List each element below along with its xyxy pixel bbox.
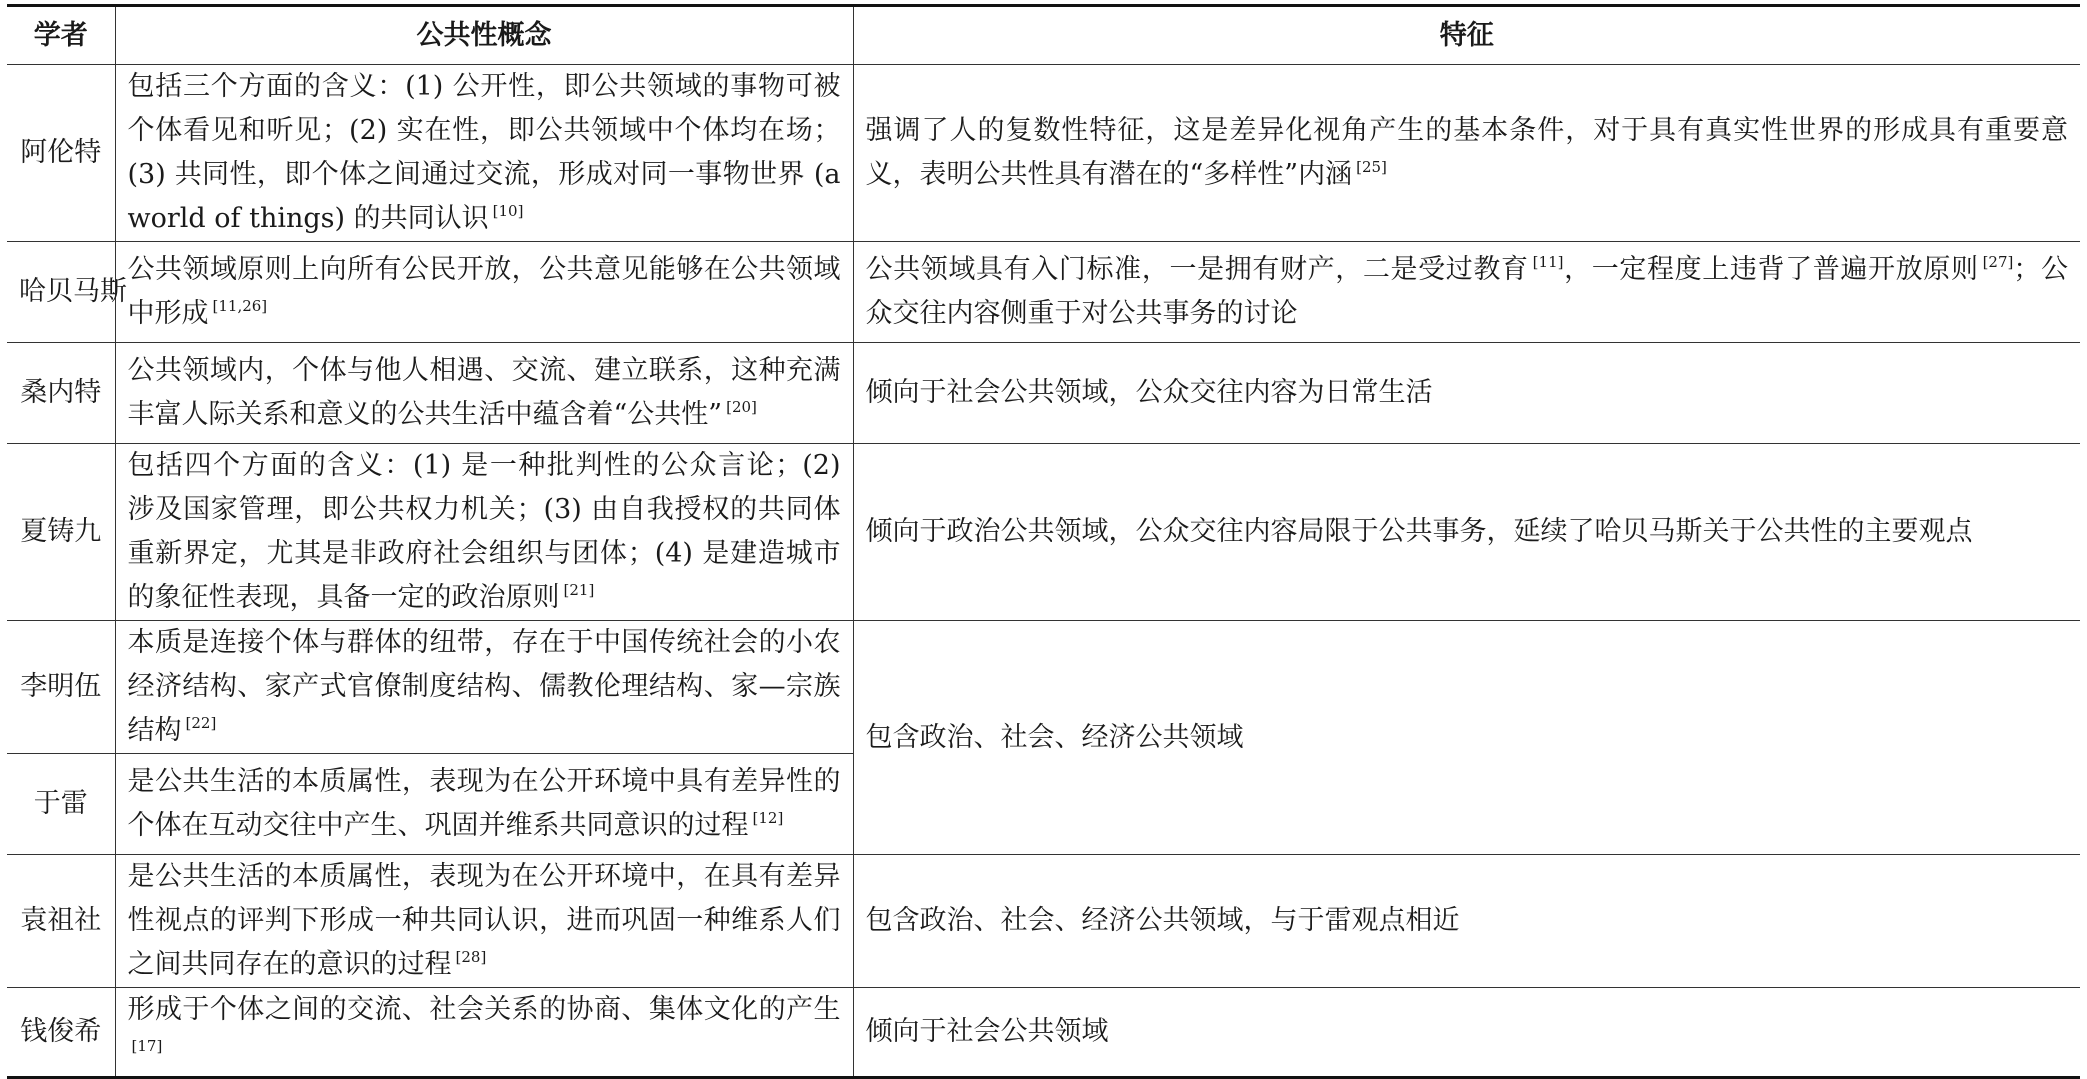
- concept-text: 公共领域内，个体与他人相遇、交流、建立联系，这种充满丰富人际关系和意义的公共生活中蕴含着“公共性”: [127, 355, 841, 430]
- concept-text: 形成于个体之间的交流、社会关系的协商、集体文化的产生: [127, 994, 841, 1025]
- scholar-cell: 袁祖社: [7, 855, 115, 988]
- concept-text: 包括四个方面的含义：(1) 是一种批判性的公众言论；(2) 涉及国家管理，即公共权力机关；(3) 由自我授权的共同体重新界定，尤其是非政府社会组织与团体；(4) 是建造城市的象征性表现，具备一定的政治原则: [127, 450, 841, 613]
- table-row: [7, 65, 2080, 242]
- citation-ref: [25]: [1356, 158, 1387, 176]
- citation-ref: [11]: [1532, 253, 1564, 271]
- citation-ref: [22]: [185, 714, 217, 732]
- table-row: [7, 621, 2080, 754]
- citation-ref: [20]: [726, 398, 757, 416]
- table-row: [7, 343, 2080, 444]
- citation-ref: [12]: [752, 809, 784, 827]
- citation-ref: [11,26]: [212, 297, 268, 315]
- feature-text: 公共领域具有入门标准，一是拥有财产，二是受过教育: [865, 254, 1529, 285]
- table-row: [7, 444, 2080, 621]
- citation-ref: [17]: [131, 1037, 163, 1055]
- table-row: [7, 855, 2080, 988]
- citation-ref: [21]: [563, 581, 595, 599]
- feature-cell: [853, 65, 2080, 242]
- feature-cell: 包含政治、社会、经济公共领域: [853, 621, 2080, 855]
- scholar-cell: 阿伦特: [7, 65, 115, 242]
- concept-table: [7, 4, 2080, 1079]
- concept-cell: [115, 343, 853, 444]
- header-scholar: 学者: [7, 6, 115, 65]
- concept-text: 是公共生活的本质属性，表现为在公开环境中具有差异性的个体在互动交往中产生、巩固并维系共同意识的过程: [127, 766, 841, 841]
- scholar-cell: 哈贝马斯: [7, 242, 115, 343]
- concept-text: 是公共生活的本质属性，表现为在公开环境中，在具有差异性视点的评判下形成一种共同认识，进而巩固一种维系人们之间共同存在的意识的过程: [127, 861, 841, 980]
- table-row: [7, 242, 2080, 343]
- concept-cell: [115, 65, 853, 242]
- header-concept: 公共性概念: [115, 6, 853, 65]
- header-feature: 特征: [853, 6, 2080, 65]
- scholar-cell: 钱俊希: [7, 988, 115, 1078]
- concept-cell: [115, 242, 853, 343]
- concept-text: 公共领域原则上向所有公民开放，公共意见能够在公共领域中形成: [127, 254, 841, 329]
- scholar-cell: 于雷: [7, 754, 115, 855]
- concept-cell: [115, 444, 853, 621]
- feature-cell: 包含政治、社会、经济公共领域，与于雷观点相近: [853, 855, 2080, 988]
- scholar-cell: 桑内特: [7, 343, 115, 444]
- citation-ref: [10]: [492, 202, 524, 220]
- concept-text: 本质是连接个体与群体的纽带，存在于中国传统社会的小农经济结构、家产式官僚制度结构、儒教伦理结构、家—宗族结构: [127, 627, 841, 746]
- header-row: [7, 6, 2080, 65]
- table-row: [7, 988, 2080, 1078]
- feature-cell: 倾向于社会公共领域，公众交往内容为日常生活: [853, 343, 2080, 444]
- feature-text: 强调了人的复数性特征，这是差异化视角产生的基本条件，对于具有真实性世界的形成具有重要意义，表明公共性具有潜在的“多样性”内涵: [865, 115, 2068, 190]
- concept-cell: [115, 988, 853, 1078]
- concept-cell: [115, 621, 853, 754]
- concept-cell: [115, 855, 853, 988]
- feature-cell: 倾向于社会公共领域: [853, 988, 2080, 1078]
- citation-ref: [27]: [1982, 253, 2014, 271]
- scholar-cell: 李明伍: [7, 621, 115, 754]
- concept-cell: [115, 754, 853, 855]
- feature-text: ；公众交往内容侧重于对公共事务的讨论: [865, 254, 2069, 329]
- feature-cell: [853, 242, 2080, 343]
- feature-cell: 倾向于政治公共领域，公众交往内容局限于公共事务，延续了哈贝马斯关于公共性的主要观点: [853, 444, 2080, 621]
- citation-ref: [28]: [455, 948, 487, 966]
- concept-text: 包括三个方面的含义：(1) 公开性，即公共领域的事物可被个体看见和听见；(2) 实在性，即公共领域中个体均在场；(3) 共同性，即个体之间通过交流，形成对同一事物世界 (a world of things) 的共同认识: [127, 71, 841, 234]
- scholar-cell: 夏铸九: [7, 444, 115, 621]
- feature-text: ，一定程度上违背了普遍开放原则: [1563, 254, 1979, 285]
